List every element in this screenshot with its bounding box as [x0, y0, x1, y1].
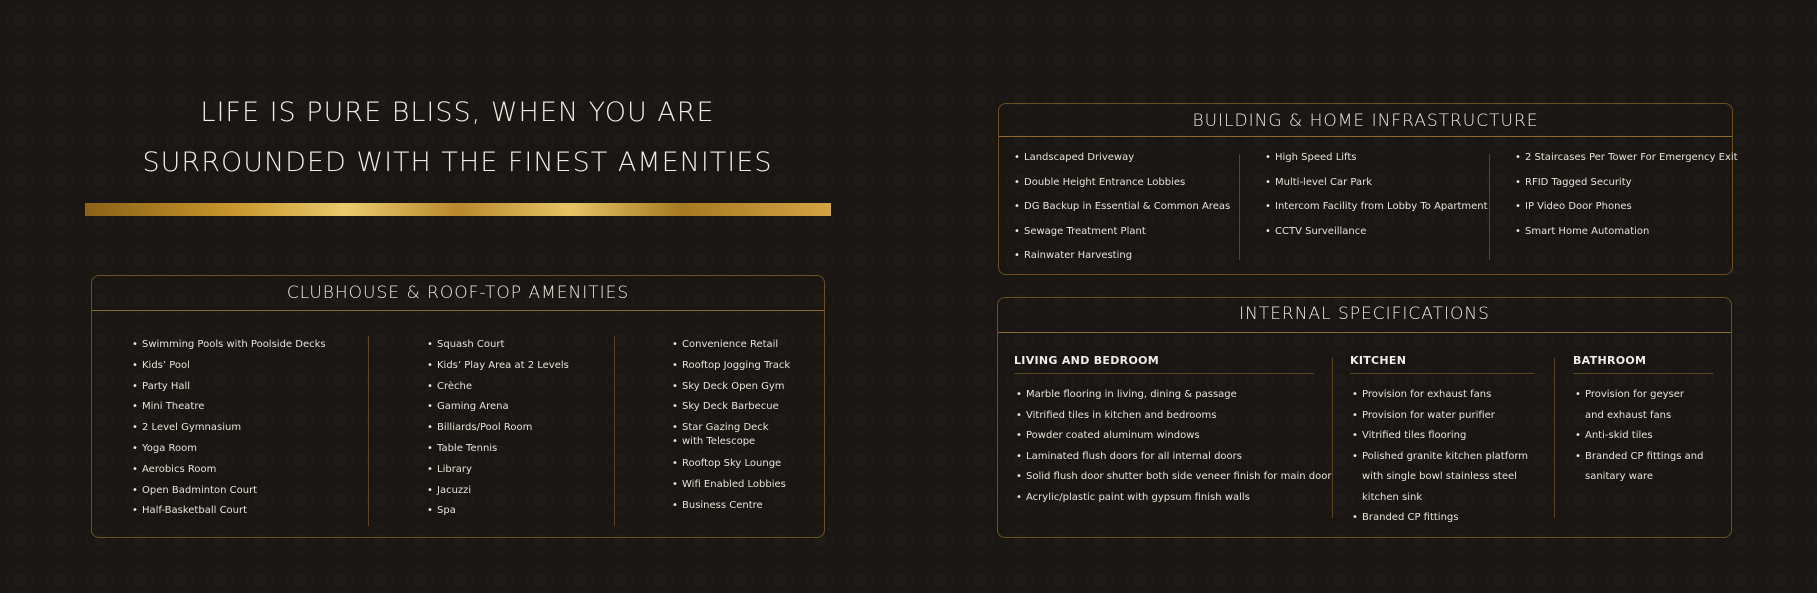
clubhouse-panel: [91, 275, 825, 538]
list-item: • DG Backup in Essential & Common Areas: [1014, 200, 1230, 225]
clubhouse-column-3: [672, 338, 790, 520]
list-item: • Polished granite kitchen platform with single bowl stainless steel kitchen sink: [1352, 447, 1534, 509]
list-item: • Sky Deck Barbecue: [672, 400, 790, 421]
kitchen-heading-rule: [1350, 373, 1535, 374]
list-item: • Intercom Facility from Lobby To Apartment: [1265, 200, 1488, 225]
list-item: • Acrylic/plastic paint with gypsum finish walls: [1016, 488, 1331, 509]
list-item: • Double Height Entrance Lobbies: [1014, 176, 1230, 201]
list-item-continuation: • with Telescope: [672, 435, 790, 457]
infrastructure-title-rule: [999, 136, 1732, 137]
list-item: • Branded CP fittings: [1352, 508, 1534, 529]
list-item: • Rooftop Jogging Track: [672, 359, 790, 380]
list-item: • Smart Home Automation: [1515, 225, 1738, 250]
list-item: • Swimming Pools with Poolside Decks: [132, 338, 326, 359]
list-item: • Vitrified tiles flooring: [1352, 426, 1534, 447]
column-divider: [1489, 154, 1490, 260]
list-item: • Spa: [427, 504, 569, 525]
list-item: • High Speed Lifts: [1265, 151, 1488, 176]
infrastructure-column-2: [1265, 151, 1488, 249]
clubhouse-title: CLUBHOUSE & ROOF-TOP AMENITIES: [286, 283, 630, 303]
clubhouse-column-2: [427, 338, 569, 525]
page-headline: [85, 88, 830, 188]
list-item: • Kids’ Play Area at 2 Levels: [427, 359, 569, 380]
list-item: • CCTV Surveillance: [1265, 225, 1488, 250]
headline-line-1: LIFE IS PURE BLISS, WHEN YOU ARE: [200, 97, 715, 128]
list-item: • Rooftop Sky Lounge: [672, 457, 790, 478]
bathroom-heading-rule: [1573, 373, 1713, 374]
column-divider: [368, 336, 369, 526]
list-item: • Library: [427, 463, 569, 484]
bathroom-list: [1575, 385, 1705, 488]
infrastructure-column-1: [1014, 151, 1230, 274]
list-item: • RFID Tagged Security: [1515, 176, 1738, 201]
list-item: • Aerobics Room: [132, 463, 326, 484]
list-item: • Rainwater Harvesting: [1014, 249, 1230, 274]
list-item: • Landscaped Driveway: [1014, 151, 1230, 176]
list-item: • Crèche: [427, 380, 569, 401]
list-item: • 2 Staircases Per Tower For Emergency Exit: [1515, 151, 1738, 176]
list-item: • Party Hall: [132, 380, 326, 401]
list-item: • Provision for water purifier: [1352, 406, 1534, 427]
column-divider: [1239, 154, 1240, 260]
living-heading-rule: [1014, 373, 1314, 374]
list-item: • Convenience Retail: [672, 338, 790, 359]
living-bedroom-heading: LIVING AND BEDROOM: [1014, 354, 1159, 367]
clubhouse-column-1: [132, 338, 326, 525]
list-item: • Marble flooring in living, dining & passage: [1016, 385, 1331, 406]
list-item: • Mini Theatre: [132, 400, 326, 421]
column-divider: [1554, 358, 1555, 518]
clubhouse-title-rule: [92, 310, 824, 311]
infrastructure-title: BUILDING & HOME INFRASTRUCTURE: [1192, 111, 1539, 131]
kitchen-heading: KITCHEN: [1350, 354, 1407, 367]
list-item: • IP Video Door Phones: [1515, 200, 1738, 225]
kitchen-list: [1352, 385, 1534, 529]
list-item: • Business Centre: [672, 499, 790, 520]
list-item: • Powder coated aluminum windows: [1016, 426, 1331, 447]
list-item: • Branded CP fittings and sanitary ware: [1575, 447, 1705, 488]
list-item: • Anti-skid tiles: [1575, 426, 1705, 447]
list-item: • Wifi Enabled Lobbies: [672, 478, 790, 499]
list-item: • Yoga Room: [132, 442, 326, 463]
list-item: • Provision for exhaust fans: [1352, 385, 1534, 406]
column-divider: [1332, 358, 1333, 518]
list-item: • Sewage Treatment Plant: [1014, 225, 1230, 250]
column-divider: [614, 336, 615, 526]
gold-divider-bar: [85, 203, 831, 216]
specifications-title: INTERNAL SPECIFICATIONS: [1239, 304, 1490, 324]
list-item: • Vitrified tiles in kitchen and bedrooms: [1016, 406, 1331, 427]
infrastructure-column-3: [1515, 151, 1738, 249]
list-item: • Sky Deck Open Gym: [672, 380, 790, 401]
list-item: • Kids’ Pool: [132, 359, 326, 380]
list-item: • Laminated flush doors for all internal doors: [1016, 447, 1331, 468]
list-item: • Open Badminton Court: [132, 484, 326, 505]
list-item: • Star Gazing Deck: [672, 421, 790, 435]
list-item: • Billiards/Pool Room: [427, 421, 569, 442]
list-item: • Jacuzzi: [427, 484, 569, 505]
list-item: • Half-Basketball Court: [132, 504, 326, 525]
headline-line-2: SURROUNDED WITH THE FINEST AMENITIES: [142, 147, 773, 178]
list-item: • 2 Level Gymnasium: [132, 421, 326, 442]
living-bedroom-list: [1016, 385, 1331, 508]
bathroom-heading: BATHROOM: [1573, 354, 1647, 367]
list-item: • Squash Court: [427, 338, 569, 359]
list-item: • Table Tennis: [427, 442, 569, 463]
list-item: • Multi-level Car Park: [1265, 176, 1488, 201]
specifications-panel: [997, 297, 1732, 538]
specifications-title-rule: [998, 332, 1731, 333]
infrastructure-panel: [998, 103, 1738, 275]
list-item: • Solid flush door shutter both side veneer finish for main door: [1016, 467, 1331, 488]
list-item: • Provision for geyser and exhaust fans: [1575, 385, 1705, 426]
list-item: • Gaming Arena: [427, 400, 569, 421]
